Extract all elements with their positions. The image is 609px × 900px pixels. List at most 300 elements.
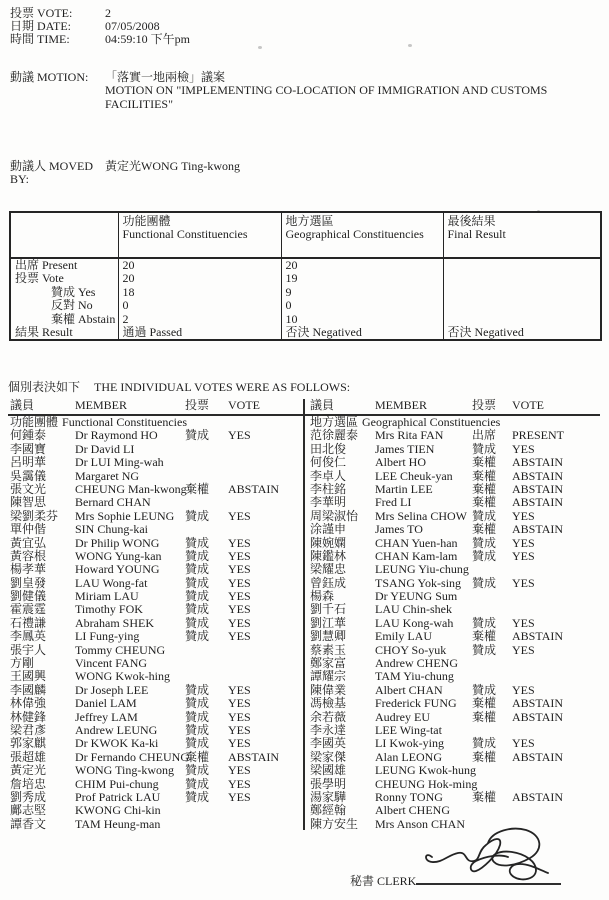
- member-vote-chinese: 贊成: [472, 575, 497, 590]
- time-field: [10, 33, 190, 46]
- member-name-chinese: 張宇人: [10, 642, 47, 657]
- member-name-english: LAU Chin-shek: [375, 602, 452, 617]
- member-vote-english: YES: [228, 629, 251, 644]
- member-vote-chinese: 贊成: [472, 508, 497, 523]
- member-name-chinese: 陳方安生: [310, 816, 359, 831]
- member-vote-row: [10, 537, 298, 550]
- summary-final-value: [443, 313, 601, 326]
- member-name-english: Abraham SHEK: [75, 615, 154, 630]
- date-value: 07/05/2008: [105, 19, 160, 33]
- member-vote-chinese: 贊成: [185, 696, 210, 711]
- vote-number-label: 投票 VOTE:: [10, 6, 73, 20]
- member-name-english: James TO: [375, 522, 423, 537]
- member-vote-chinese: [185, 470, 228, 483]
- summary-functional-value: 18: [118, 286, 281, 299]
- member-name-chinese: 張超雄: [10, 749, 47, 764]
- member-name-english: KWONG Chi-kin: [75, 803, 161, 818]
- member-name-chinese: 李鳳英: [10, 629, 47, 644]
- member-name-chinese: 方剛: [10, 656, 35, 671]
- member-name-english: LEUNG Yiu-chung: [375, 562, 469, 577]
- member-name-english: Mrs Selina CHOW: [375, 508, 467, 523]
- member-vote-chinese: 棄權: [185, 749, 210, 764]
- member-name-chinese: 楊孝華: [10, 562, 47, 577]
- member-name-english: CHEUNG Man-kwong: [75, 481, 187, 496]
- member-name-english: Alan LEONG: [375, 749, 442, 764]
- member-vote-row: [310, 711, 604, 724]
- motion-field: [10, 71, 585, 111]
- member-name-english: Daniel LAM: [75, 696, 137, 711]
- member-vote-chinese: 贊成: [185, 548, 210, 563]
- member-vote-english: YES: [228, 575, 251, 590]
- member-vote-english: [228, 670, 298, 683]
- member-vote-row: [10, 550, 298, 563]
- member-col-header-chinese: 議員: [310, 398, 335, 412]
- geographical-header-english: Geographical Constituencies: [285, 227, 424, 242]
- motion-title-english: MOTION ON "IMPLEMENTING CO-LOCATION OF IMMIGRATION AND CUSTOMS FACILITIES": [105, 83, 548, 111]
- member-vote-chinese: 棄權: [472, 522, 497, 537]
- member-vote-row: [310, 590, 604, 603]
- member-name-chinese: 湯家驊: [310, 789, 347, 804]
- member-vote-row: [310, 563, 604, 576]
- member-name-chinese: 涂謹申: [310, 522, 347, 537]
- member-vote-chinese: 贊成: [185, 602, 210, 617]
- member-name-chinese: 李華明: [310, 495, 347, 510]
- member-name-chinese: 鄭家富: [310, 656, 347, 671]
- member-vote-row: [310, 670, 604, 683]
- member-col-header-english: MEMBER: [75, 398, 128, 412]
- summary-row-label: 贊成 Yes: [10, 286, 118, 299]
- member-vote-english: YES: [228, 682, 251, 697]
- member-name-english: WONG Ting-kwong: [75, 763, 175, 778]
- summary-row: [10, 299, 601, 312]
- member-vote-english: PRESENT: [512, 428, 565, 443]
- member-vote-chinese: 棄權: [472, 696, 497, 711]
- vote-col-header-chinese: 投票: [472, 398, 497, 412]
- member-name-english: Emily LAU: [375, 629, 432, 644]
- member-vote-row: [310, 751, 604, 764]
- summary-row-label: 反對 No: [10, 299, 118, 312]
- motion-title-chinese: 「落實一地兩檢」議案: [105, 70, 226, 84]
- member-name-english: TAM Yiu-chung: [375, 669, 454, 684]
- member-name-chinese: 陳智思: [10, 495, 47, 510]
- member-vote-english: [228, 644, 298, 657]
- member-name-chinese: 劉江華: [310, 615, 347, 630]
- member-name-english: Margaret NG: [75, 468, 140, 483]
- member-vote-chinese: 贊成: [185, 722, 210, 737]
- member-name-english: WONG Kwok-hing: [75, 669, 170, 684]
- member-vote-row: [310, 523, 604, 536]
- vote-number-value: 2: [105, 6, 111, 20]
- member-vote-chinese: [472, 603, 512, 616]
- member-name-english: LEUNG Kwok-hung: [375, 763, 476, 778]
- summary-final-value: [443, 258, 601, 272]
- individual-votes-caption: [8, 381, 350, 394]
- member-name-english: Audrey EU: [375, 709, 430, 724]
- summary-geographical-value: 否決 Negatived: [281, 326, 443, 340]
- member-vote-row: [10, 711, 298, 724]
- member-vote-english: ABSTAIN: [512, 455, 564, 470]
- member-vote-row: [10, 804, 298, 817]
- summary-geographical-header: [281, 212, 443, 258]
- final-result-header-english: Final Result: [447, 227, 506, 242]
- member-vote-row: [10, 697, 298, 710]
- member-name-english: Albert CHENG: [375, 803, 450, 818]
- member-name-chinese: 蔡素玉: [310, 642, 347, 657]
- member-name-chinese: 何鍾泰: [10, 428, 47, 443]
- member-name-english: Dr Joseph LEE: [75, 682, 149, 697]
- member-vote-row: [10, 577, 298, 590]
- summary-final-value: 否決 Negatived: [443, 326, 601, 340]
- member-vote-chinese: 贊成: [472, 615, 497, 630]
- member-name-chinese: 陳偉業: [310, 682, 347, 697]
- member-name-english: Dr KWOK Ka-ki: [75, 736, 159, 751]
- member-vote-english: YES: [228, 548, 251, 563]
- member-vote-english: [228, 496, 298, 509]
- member-name-english: Albert CHAN: [375, 682, 443, 697]
- member-vote-english: YES: [228, 428, 251, 443]
- member-vote-row: [10, 630, 298, 643]
- member-vote-chinese: 贊成: [472, 642, 497, 657]
- member-vote-row: [10, 764, 298, 777]
- member-name-chinese: 霍震霆: [10, 602, 47, 617]
- member-vote-row: [10, 603, 298, 616]
- member-vote-row: [310, 697, 604, 710]
- member-name-english: WONG Yung-kan: [75, 548, 162, 563]
- geographical-section-heading: [310, 416, 604, 429]
- member-vote-row: [310, 443, 604, 456]
- member-vote-row: [310, 778, 604, 791]
- member-vote-row: [10, 791, 298, 804]
- member-vote-english: YES: [512, 615, 535, 630]
- member-vote-row: [10, 456, 298, 469]
- member-vote-chinese: [185, 804, 228, 817]
- member-name-english: Tommy CHEUNG: [75, 642, 166, 657]
- member-name-english: Dr YEUNG Sum: [375, 589, 458, 604]
- member-vote-english: ABSTAIN: [512, 522, 564, 537]
- member-vote-english: YES: [228, 602, 251, 617]
- moved-by-label: 動議人 MOVED BY:: [10, 159, 93, 187]
- member-vote-row: [10, 590, 298, 603]
- member-vote-english: YES: [228, 709, 251, 724]
- member-vote-row: [10, 617, 298, 630]
- member-vote-english: YES: [512, 642, 535, 657]
- member-vote-chinese: 棄權: [472, 629, 497, 644]
- member-name-chinese: 梁君彥: [10, 722, 47, 737]
- member-name-english: James TIEN: [375, 441, 435, 456]
- member-vote-chinese: [185, 657, 228, 670]
- member-vote-row: [310, 764, 604, 777]
- member-name-english: Mrs Sophie LEUNG: [75, 508, 175, 523]
- summary-final-value: [443, 299, 601, 312]
- member-vote-english: ABSTAIN: [512, 629, 564, 644]
- member-vote-english: ABSTAIN: [512, 495, 564, 510]
- member-name-chinese: 郭家麒: [10, 736, 47, 751]
- geographical-header-chinese: 地方選區: [285, 214, 334, 228]
- summary-row-label: 棄權 Abstain: [10, 313, 118, 326]
- summary-geographical-value: 10: [281, 313, 443, 326]
- member-vote-row: [310, 577, 604, 590]
- member-vote-row: [10, 778, 298, 791]
- member-name-english: CHIM Pui-chung: [75, 776, 159, 791]
- member-name-chinese: 王國興: [10, 669, 47, 684]
- member-name-english: Vincent FANG: [75, 656, 148, 671]
- vote-summary-table: [9, 211, 602, 341]
- member-vote-english: [512, 603, 604, 616]
- member-vote-chinese: 棄權: [472, 468, 497, 483]
- member-name-english: Howard YOUNG: [75, 562, 160, 577]
- functional-votes-list: [10, 429, 298, 831]
- member-vote-english: [512, 657, 604, 670]
- geographical-votes-column: [310, 399, 604, 831]
- member-vote-row: [10, 751, 298, 764]
- member-vote-row: [10, 470, 298, 483]
- member-vote-row: [310, 617, 604, 630]
- member-name-chinese: 張文光: [10, 481, 47, 496]
- moved-by-field: [10, 160, 240, 187]
- member-vote-english: YES: [228, 696, 251, 711]
- member-name-chinese: 黃定光: [10, 763, 47, 778]
- member-name-chinese: 石禮謙: [10, 615, 47, 630]
- member-name-chinese: 范徐麗泰: [310, 428, 359, 443]
- member-name-english: SIN Chung-kai: [75, 522, 148, 537]
- member-vote-chinese: 贊成: [185, 736, 210, 751]
- summary-row: [10, 326, 601, 340]
- summary-row: [10, 313, 601, 326]
- member-vote-row: [310, 496, 604, 509]
- member-vote-english: [228, 443, 298, 456]
- member-name-english: LI Fung-ying: [75, 629, 140, 644]
- member-vote-row: [310, 724, 604, 737]
- member-vote-chinese: 贊成: [185, 508, 210, 523]
- member-vote-english: [512, 724, 604, 737]
- individual-votes-caption-chinese: 個別表決如下: [8, 380, 81, 394]
- member-name-english: Dr Philip WONG: [75, 535, 160, 550]
- member-vote-english: [512, 590, 604, 603]
- member-vote-english: [228, 470, 298, 483]
- member-vote-chinese: 贊成: [185, 709, 210, 724]
- member-name-chinese: 楊森: [310, 589, 335, 604]
- member-name-english: LAU Wong-fat: [75, 575, 148, 590]
- member-vote-row: [310, 684, 604, 697]
- member-name-chinese: 劉千石: [310, 602, 347, 617]
- member-name-english: Fred LI: [375, 495, 412, 510]
- member-vote-row: [310, 603, 604, 616]
- member-vote-english: YES: [228, 789, 251, 804]
- member-vote-english: YES: [228, 562, 251, 577]
- member-vote-chinese: [185, 818, 228, 831]
- member-col-header-chinese: 議員: [10, 398, 35, 412]
- member-vote-chinese: 棄權: [472, 709, 497, 724]
- member-vote-english: ABSTAIN: [512, 468, 564, 483]
- member-col-header-english: MEMBER: [375, 398, 428, 412]
- member-vote-chinese: [185, 523, 228, 536]
- member-vote-row: [310, 550, 604, 563]
- member-vote-chinese: [472, 590, 512, 603]
- functional-section-heading: [10, 416, 298, 429]
- motion-label: 動議 MOTION:: [10, 70, 89, 84]
- time-label: 時間 TIME:: [10, 32, 70, 46]
- member-vote-row: [310, 737, 604, 750]
- member-vote-chinese: 棄權: [472, 789, 497, 804]
- member-vote-english: ABSTAIN: [228, 749, 280, 764]
- member-vote-row: [310, 537, 604, 550]
- geographical-section-heading-english: Geographical Constituencies: [362, 415, 501, 429]
- member-vote-english: [228, 818, 298, 831]
- member-vote-chinese: [185, 644, 228, 657]
- member-vote-english: ABSTAIN: [228, 481, 280, 496]
- member-name-chinese: 譚香文: [10, 816, 47, 831]
- member-name-english: Martin LEE: [375, 481, 433, 496]
- member-vote-english: [512, 804, 604, 817]
- member-name-chinese: 曾鈺成: [310, 575, 347, 590]
- member-vote-english: YES: [228, 615, 251, 630]
- geographical-votes-list: [310, 429, 604, 831]
- member-vote-chinese: [472, 804, 512, 817]
- summary-functional-value: 0: [118, 299, 281, 312]
- vote-col-header-english: VOTE: [512, 398, 544, 412]
- member-vote-chinese: 贊成: [472, 535, 497, 550]
- member-name-english: CHAN Kam-lam: [375, 548, 458, 563]
- member-name-chinese: 陳鑑林: [310, 548, 347, 563]
- member-vote-english: YES: [228, 508, 251, 523]
- member-vote-row: [310, 791, 604, 804]
- individual-votes-caption-english: THE INDIVIDUAL VOTES WERE AS FOLLOWS:: [94, 380, 351, 394]
- member-name-chinese: 鄭經翰: [310, 803, 347, 818]
- summary-final-value: [443, 272, 601, 285]
- vote-col-header-english: VOTE: [228, 398, 260, 412]
- member-vote-row: [10, 684, 298, 697]
- member-name-chinese: 劉健儀: [10, 589, 47, 604]
- member-name-chinese: 鄺志堅: [10, 803, 47, 818]
- member-vote-row: [10, 670, 298, 683]
- member-name-chinese: 梁家傑: [310, 749, 347, 764]
- member-name-english: Frederick FUNG: [375, 696, 457, 711]
- member-vote-row: [10, 563, 298, 576]
- member-name-english: LAU Kong-wah: [375, 615, 454, 630]
- member-name-english: Prof Patrick LAU: [75, 789, 161, 804]
- functional-votes-column: [10, 399, 298, 831]
- member-vote-english: YES: [512, 535, 535, 550]
- member-name-chinese: 詹培忠: [10, 776, 47, 791]
- member-vote-row: [10, 496, 298, 509]
- member-vote-chinese: [185, 496, 228, 509]
- time-value: 04:59:10 下午pm: [105, 32, 191, 46]
- member-name-chinese: 劉皇發: [10, 575, 47, 590]
- date-label: 日期 DATE:: [10, 19, 71, 33]
- member-name-chinese: 呂明華: [10, 455, 47, 470]
- member-name-english: CHEUNG Hok-ming: [375, 776, 478, 791]
- member-vote-chinese: 棄權: [472, 481, 497, 496]
- member-vote-chinese: 贊成: [185, 428, 210, 443]
- member-vote-english: [512, 778, 604, 791]
- member-vote-row: [10, 510, 298, 523]
- member-name-chinese: 梁耀忠: [310, 562, 347, 577]
- member-vote-chinese: [185, 670, 228, 683]
- member-vote-chinese: [472, 778, 512, 791]
- member-vote-chinese: 贊成: [472, 441, 497, 456]
- summary-functional-value: 通過 Passed: [118, 326, 281, 340]
- member-vote-row: [310, 456, 604, 469]
- member-name-english: Dr David LI: [75, 441, 135, 456]
- member-vote-chinese: [472, 764, 512, 777]
- member-name-english: Mrs Rita FAN: [375, 428, 444, 443]
- member-name-english: Bernard CHAN: [75, 495, 151, 510]
- member-name-english: Jeffrey LAM: [75, 709, 138, 724]
- member-vote-chinese: 贊成: [185, 562, 210, 577]
- member-vote-chinese: [472, 563, 512, 576]
- votes-column-divider: [303, 399, 305, 830]
- member-vote-english: YES: [228, 535, 251, 550]
- member-name-chinese: 張學明: [310, 776, 347, 791]
- member-name-chinese: 周梁淑怡: [310, 508, 359, 523]
- summary-functional-value: 20: [118, 258, 281, 272]
- member-vote-row: [10, 818, 298, 831]
- member-vote-chinese: 贊成: [185, 682, 210, 697]
- member-vote-english: [228, 804, 298, 817]
- member-name-chinese: 單仲偕: [10, 522, 47, 537]
- member-vote-row: [310, 470, 604, 483]
- member-name-english: TAM Heung-man: [75, 816, 161, 831]
- member-vote-english: ABSTAIN: [512, 749, 564, 764]
- member-name-english: Timothy FOK: [75, 602, 143, 617]
- member-vote-english: [228, 523, 298, 536]
- member-vote-english: YES: [228, 736, 251, 751]
- member-name-chinese: 吳靄儀: [10, 468, 47, 483]
- geographical-votes-header-row: [310, 399, 604, 416]
- member-name-english: Andrew CHENG: [375, 656, 458, 671]
- member-vote-english: YES: [512, 575, 535, 590]
- summary-row: [10, 258, 601, 272]
- member-vote-chinese: 棄權: [472, 749, 497, 764]
- member-name-chinese: 李永達: [310, 722, 347, 737]
- clerk-label: 秘書 CLERK: [350, 874, 417, 888]
- member-name-chinese: 李國英: [310, 736, 347, 751]
- member-name-english: Albert HO: [375, 455, 426, 470]
- member-vote-row: [10, 644, 298, 657]
- member-name-english: Andrew LEUNG: [75, 722, 158, 737]
- member-vote-row: [10, 724, 298, 737]
- final-result-header-chinese: 最後結果: [447, 214, 496, 228]
- summary-final-value: [443, 286, 601, 299]
- member-name-chinese: 黃宜弘: [10, 535, 47, 550]
- summary-row-label: 結果 Result: [10, 326, 118, 340]
- member-vote-row: [310, 630, 604, 643]
- member-vote-english: ABSTAIN: [512, 789, 564, 804]
- member-vote-row: [310, 644, 604, 657]
- member-vote-chinese: [472, 670, 512, 683]
- member-vote-row: [310, 804, 604, 817]
- member-vote-english: YES: [512, 548, 535, 563]
- member-vote-chinese: 贊成: [185, 589, 210, 604]
- member-vote-english: YES: [512, 736, 535, 751]
- member-vote-english: [512, 764, 604, 777]
- member-vote-row: [10, 429, 298, 442]
- summary-geographical-value: 19: [281, 272, 443, 285]
- member-name-chinese: 黃容根: [10, 548, 47, 563]
- member-name-chinese: 田北俊: [310, 441, 347, 456]
- member-name-chinese: 馮檢基: [310, 696, 347, 711]
- member-name-chinese: 林健鋒: [10, 709, 47, 724]
- member-name-chinese: 梁劉柔芬: [10, 508, 59, 523]
- member-vote-english: [512, 670, 604, 683]
- functional-header-chinese: 功能團體: [122, 214, 171, 228]
- member-vote-chinese: [472, 657, 512, 670]
- member-vote-row: [310, 510, 604, 523]
- member-vote-chinese: 贊成: [185, 615, 210, 630]
- member-vote-chinese: [185, 443, 228, 456]
- functional-header-english: Functional Constituencies: [122, 227, 248, 242]
- member-name-english: LI Kwok-ying: [375, 736, 444, 751]
